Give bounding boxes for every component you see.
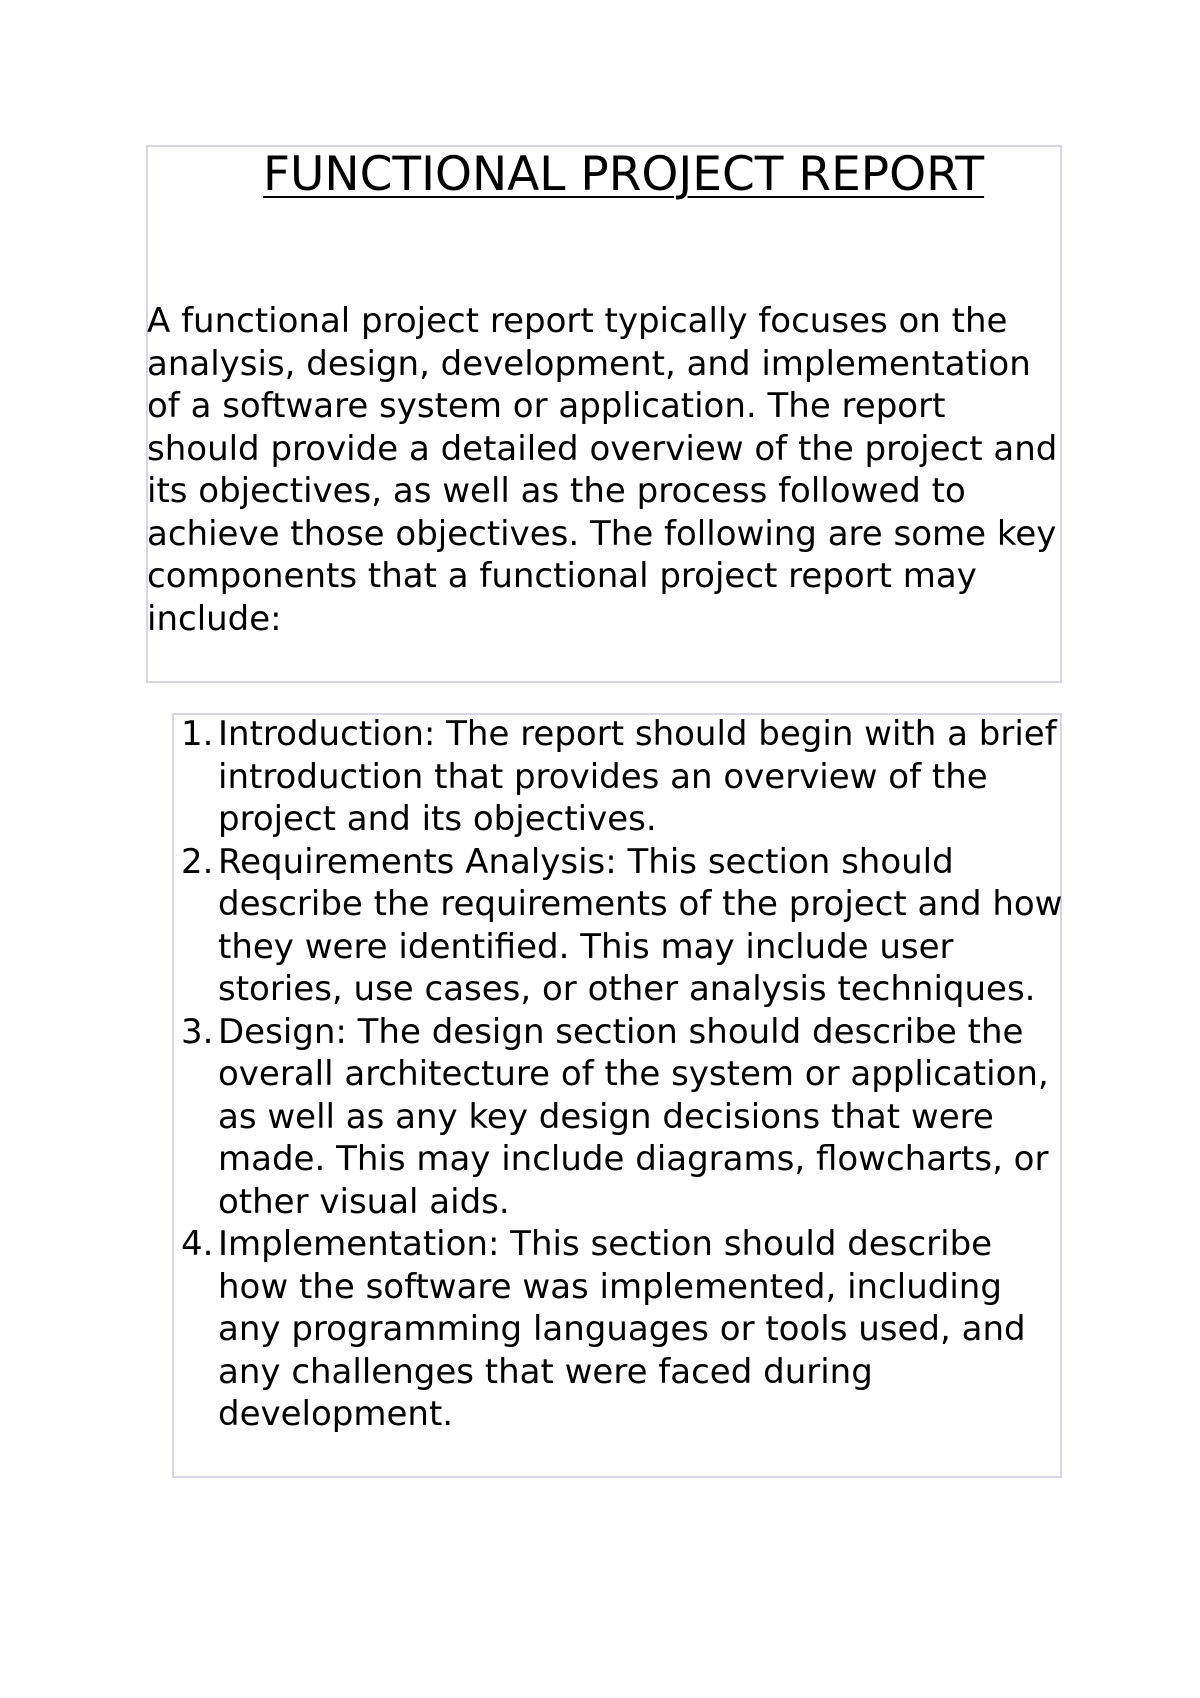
page-title: FUNCTIONAL PROJECT REPORT xyxy=(263,147,985,202)
list-item-text: Requirements Analysis: This section should describe the requirements of the project and how they were identified. This may include user stories, use cases, or other analysis techniques. xyxy=(218,841,1063,1009)
list-item-text: Design: The design section should describe the overall architecture of the system or application, as well as any key design decisions that were made. This may include diagrams, flowcharts, or other visual aids. xyxy=(218,1011,1049,1222)
list-item-number: 4. xyxy=(181,1224,214,1264)
components-list xyxy=(181,713,1068,1436)
list-item xyxy=(181,713,1068,841)
list-item-text: Implementation: This section should describe how the software was implemented, including any programming languages or tools used, and any challenges that were faced during development. xyxy=(218,1224,1026,1434)
intro-paragraph: A functional project report typically focuses on the analysis, design, development, and implementation of a software system or application. The report should provide a detailed overview of the project and its objectives, as well as the process followed to achieve those objectives. The following are some key components that a functional project report may include: xyxy=(147,301,1058,639)
list-item-number: 3. xyxy=(181,1011,214,1052)
list-item xyxy=(181,1223,1068,1436)
list-item-number: 1. xyxy=(181,714,214,754)
list-item xyxy=(181,1011,1068,1224)
list-item xyxy=(181,841,1068,1011)
list-item-text: Introduction: The report should begin with a brief introduction that provides an overview of the project and its objectives. xyxy=(218,714,1057,839)
list-item-number: 2. xyxy=(181,841,214,882)
